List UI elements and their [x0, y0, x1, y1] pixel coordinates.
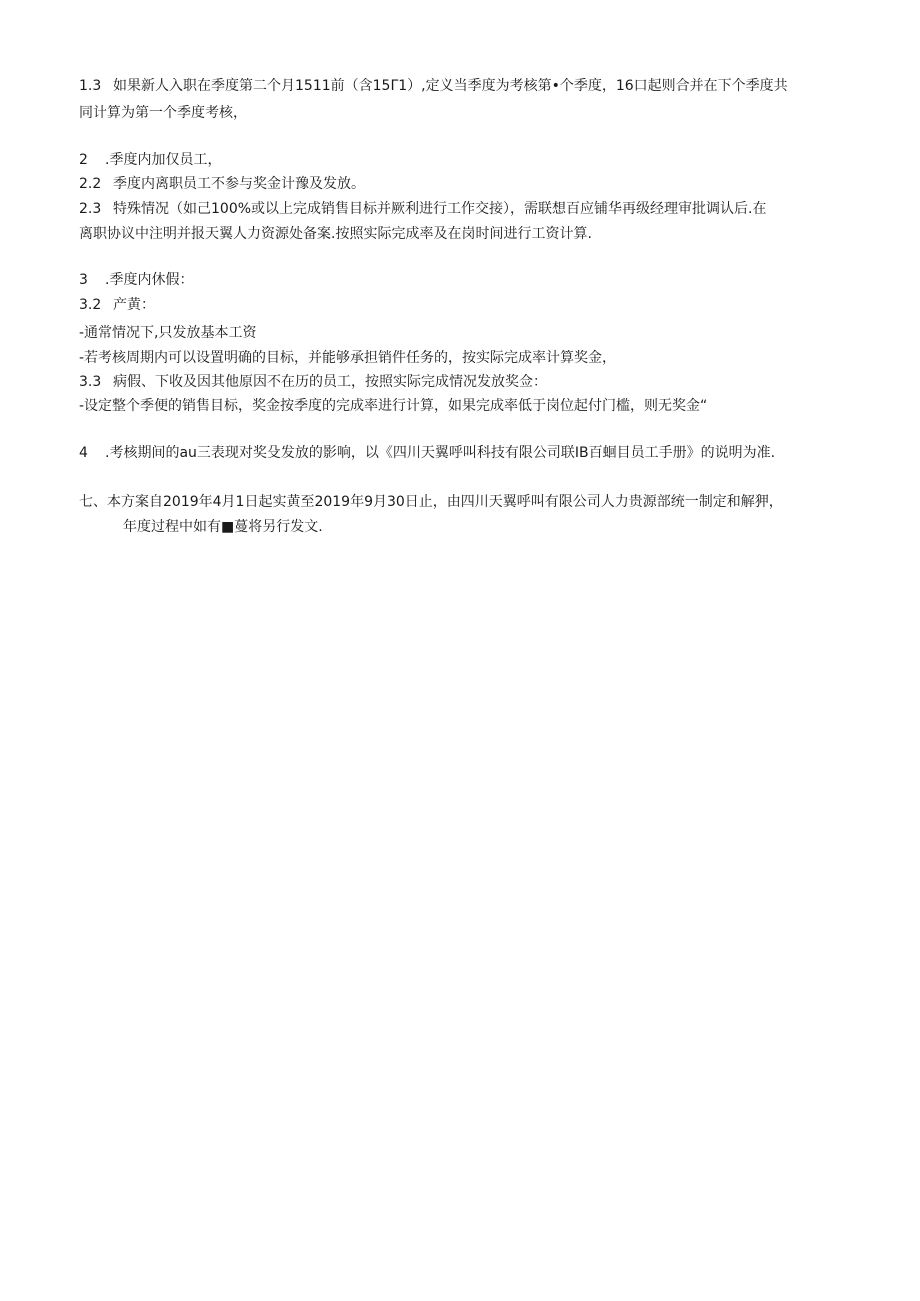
clause-text: 季度内离职员工不参与奖金计豫及发放。 [113, 176, 365, 192]
clause-2-3 [79, 199, 766, 219]
clause-number: 2.2 [79, 176, 102, 192]
bullet-text: -若考核周期内可以设置明确的目标，并能够承担销件任务的，按实际完成率计算奖金， [79, 350, 617, 366]
bullet-bonus-rate [79, 348, 616, 368]
clause-3-2 [79, 295, 155, 315]
section-number: 七、 [79, 494, 107, 510]
clause-1-3 [79, 76, 788, 96]
section-number: 3 [79, 272, 88, 288]
clause-2-3-continued [79, 224, 592, 244]
section-number: 4 [79, 445, 88, 461]
bullet-text: -设定整个季便的销售目标，奖金按季度的完成率进行计算，如果完成率低于岗位起付门槛，则无奖金“ [79, 398, 708, 414]
section-number: 2 [79, 152, 88, 168]
clause-2-2 [79, 174, 365, 194]
clause-number: 2.3 [79, 201, 102, 217]
section-7-continued [123, 517, 323, 537]
clause-number: 1.3 [79, 78, 102, 94]
clause-1-3-continued [79, 103, 247, 123]
section-text: .考核期间的au三表现对奖殳发放的影响，以《四川天翼呼叫科技有限公司联IB百蛔目员工手册》的说明为准. [105, 445, 776, 461]
clause-text: 产黄： [113, 297, 155, 313]
section-3-heading [79, 270, 193, 290]
clause-text: 离职协议中注明并报天翼人力资源处备案.按照实际完成率及在岗时间进行工资计算. [79, 226, 592, 242]
section-text: 年度过程中如有■蔓将另行发文. [123, 519, 323, 535]
clause-text: 同计算为第一个季度考核， [79, 105, 247, 121]
clause-text: 如果新人入职在季度第二个月1511前（含15Γ1）,定义当季度为考核第•个季度，16口起则合并在下个季度共 [113, 78, 788, 94]
clause-number: 3.3 [79, 374, 102, 390]
clause-3-3 [79, 372, 547, 392]
section-title: .季度内休假： [105, 272, 194, 288]
section-title: .季度内加仅员工， [105, 152, 222, 168]
section-text: 本方案自2019年4月1日起实黄至2019年9月30日止，由四川天翼呼叫有限公司人力贵源部统一制定和解狎， [107, 494, 783, 510]
clause-text: 病假、下收及因其他原因不在历的员工，按照实际完成情况发放奖佥： [113, 374, 547, 390]
clause-number: 3.2 [79, 297, 102, 313]
bullet-quarter-target [79, 396, 707, 416]
section-2-heading [79, 150, 221, 170]
section-4 [79, 443, 775, 463]
bullet-text: -通常情况下,只发放基本工资 [79, 325, 257, 341]
section-7 [79, 492, 783, 512]
bullet-basic-salary [79, 323, 257, 343]
clause-text: 特殊情况（如己100%或以上完成销售目标并厥利进行工作交接），需联想百应铺华再级经理审批调认后.在 [113, 201, 767, 217]
